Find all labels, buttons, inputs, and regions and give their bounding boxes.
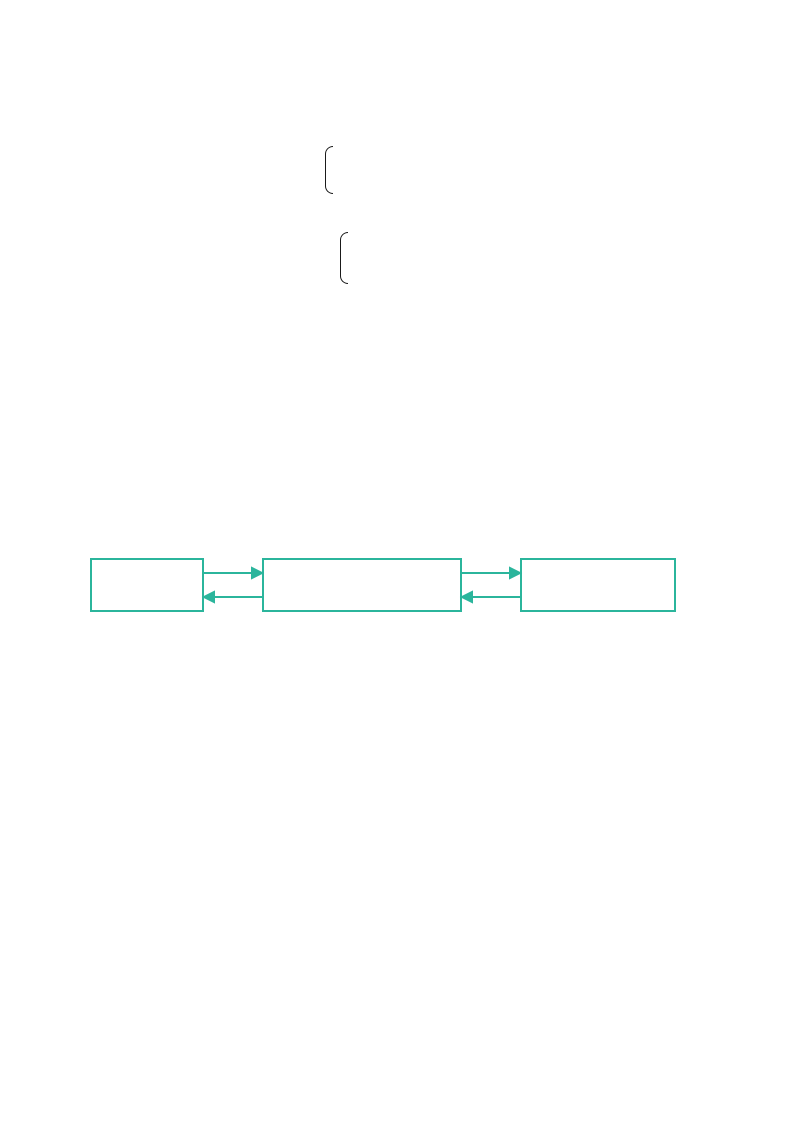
distance-time-chart <box>490 770 710 930</box>
example5-line1 <box>108 648 126 670</box>
arrow-head-right-2 <box>510 568 520 578</box>
arrow-head-left-2 <box>462 592 472 602</box>
arrow-head-left-1 <box>204 592 214 602</box>
page-footer <box>62 1062 67 1080</box>
arrow-head-right-1 <box>252 568 262 578</box>
